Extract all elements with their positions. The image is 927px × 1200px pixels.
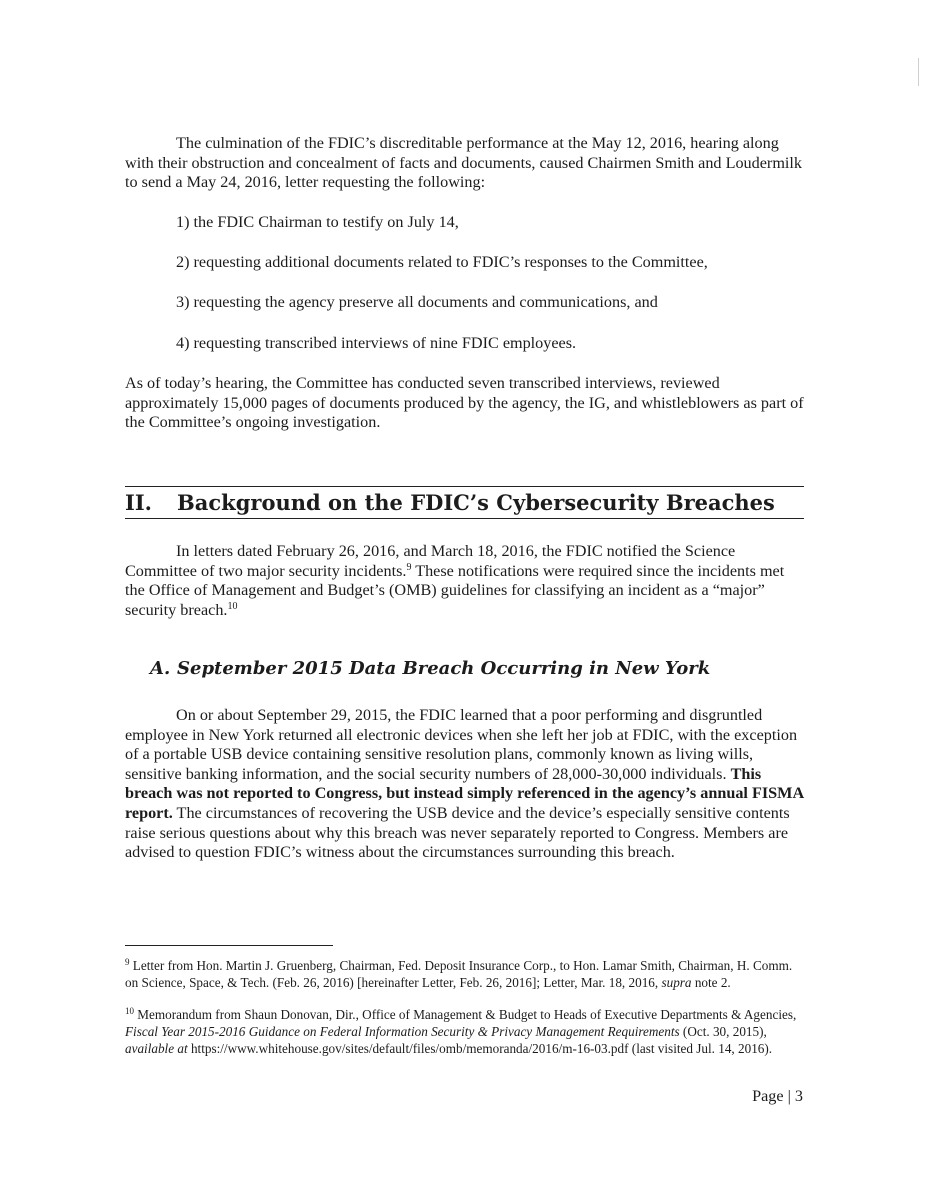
footnote-ref-10: 10 (227, 600, 238, 612)
subsection-title: September 2015 Data Breach Occurring in New York (177, 658, 711, 679)
subsection-text-part-1: On or about September 29, 2015, the FDIC learned that a poor performing and disgruntled employee in New York returned all electronic devices when she left her job at FDIC, with the exception of a portable USB device containing sensitive resolution plans, commonly known as living wills, sensitive banking information, and the social security numbers of 28,000-30,000 individuals. (125, 706, 798, 783)
footnote-ref-9: 9 (406, 561, 412, 573)
request-item-3: 3) requesting the agency preserve all documents and communications, and (176, 293, 658, 311)
footnote-9 (125, 957, 805, 991)
subsection-paragraph (125, 706, 805, 863)
request-item-1: 1) the FDIC Chairman to testify on July 14, (176, 213, 459, 231)
scan-edge-mark (918, 58, 919, 86)
subsection-text-part-2: The circumstances of recovering the USB device and the device’s especially sensitive contents raise serious questions about why this breach was never separately reported to Congress. Members are advised to question FDIC’s witness about the circumstances surrounding this breach. (125, 803, 790, 862)
footnote-separator (125, 945, 333, 946)
section-text-part-2: These notifications were required since the incidents met the Office of Management and Budget’s (OMB) guidelines for classifying an incident as a “major” security breach. (125, 561, 785, 619)
section-number: II. (125, 490, 152, 515)
footnote-10-text: Memorandum from Shaun Donovan, Dir., Office of Management & Budget to Heads of Executive Departments & Agencies, (134, 1007, 797, 1022)
section-paragraph (125, 542, 805, 620)
section-bottom-rule (125, 518, 804, 519)
closing-paragraph: As of today’s hearing, the Committee has conducted seven transcribed interviews, reviewed approximately 15,000 pages of documents produced by the agency, the IG, and whistleblowers as part of the Committee’s ongoing investigation. (125, 374, 804, 432)
footnote-9-text: Letter from Hon. Martin J. Gruenberg, Chairman, Fed. Deposit Insurance Corp., to Hon. Lamar Smith, Chairman, H. Comm. on Science, Space, & Tech. (Feb. 26, 2016) [hereinafter Letter, Feb. 26, 2016]; Letter, Mar. 18, 2016, (125, 958, 793, 991)
subsection-heading (150, 657, 710, 681)
footnote-10-italic-available: available at (125, 1041, 188, 1057)
section-top-rule (125, 486, 804, 487)
section-text-part-1: In letters dated February 26, 2016, and March 18, 2016, the FDIC notified the Science Committee of two major security incidents. (125, 542, 736, 580)
footnote-number-9: 9 (125, 957, 130, 967)
subsection-bold-text: This breach was not reported to Congress, but instead simply referenced in the agency’s annual FISMA report. (125, 764, 804, 822)
footnote-10-date: (Oct. 30, 2015), (679, 1024, 767, 1040)
footnote-10-url: https://www.whitehouse.gov/sites/default/files/omb/memoranda/2016/m-16-03.pdf (last visited Jul. 14, 2016). (187, 1041, 773, 1057)
intro-paragraph: The culmination of the FDIC’s discreditable performance at the May 12, 2016, hearing along with their obstruction and concealment of facts and documents, caused Chairmen Smith and Loudermilk to send a May 24, 2016, letter requesting the following: (125, 134, 802, 192)
subsection-letter: A. (150, 658, 171, 679)
request-item-2: 2) requesting additional documents related to FDIC’s responses to the Committee, (176, 253, 708, 271)
footnote-10 (125, 1006, 805, 1058)
page-number: Page | 3 (752, 1087, 803, 1105)
footnote-10-italic-title: Fiscal Year 2015-2016 Guidance on Federal Information Security & Privacy Management Requirements (125, 1024, 680, 1040)
footnote-9-italic: supra (661, 975, 692, 991)
section-heading (125, 490, 775, 516)
request-item-4: 4) requesting transcribed interviews of nine FDIC employees. (176, 334, 577, 352)
footnote-9-text-end: note 2. (691, 975, 731, 991)
footnote-number-10: 10 (125, 1006, 134, 1016)
section-title: Background on the FDIC’s Cybersecurity Breaches (177, 490, 775, 515)
